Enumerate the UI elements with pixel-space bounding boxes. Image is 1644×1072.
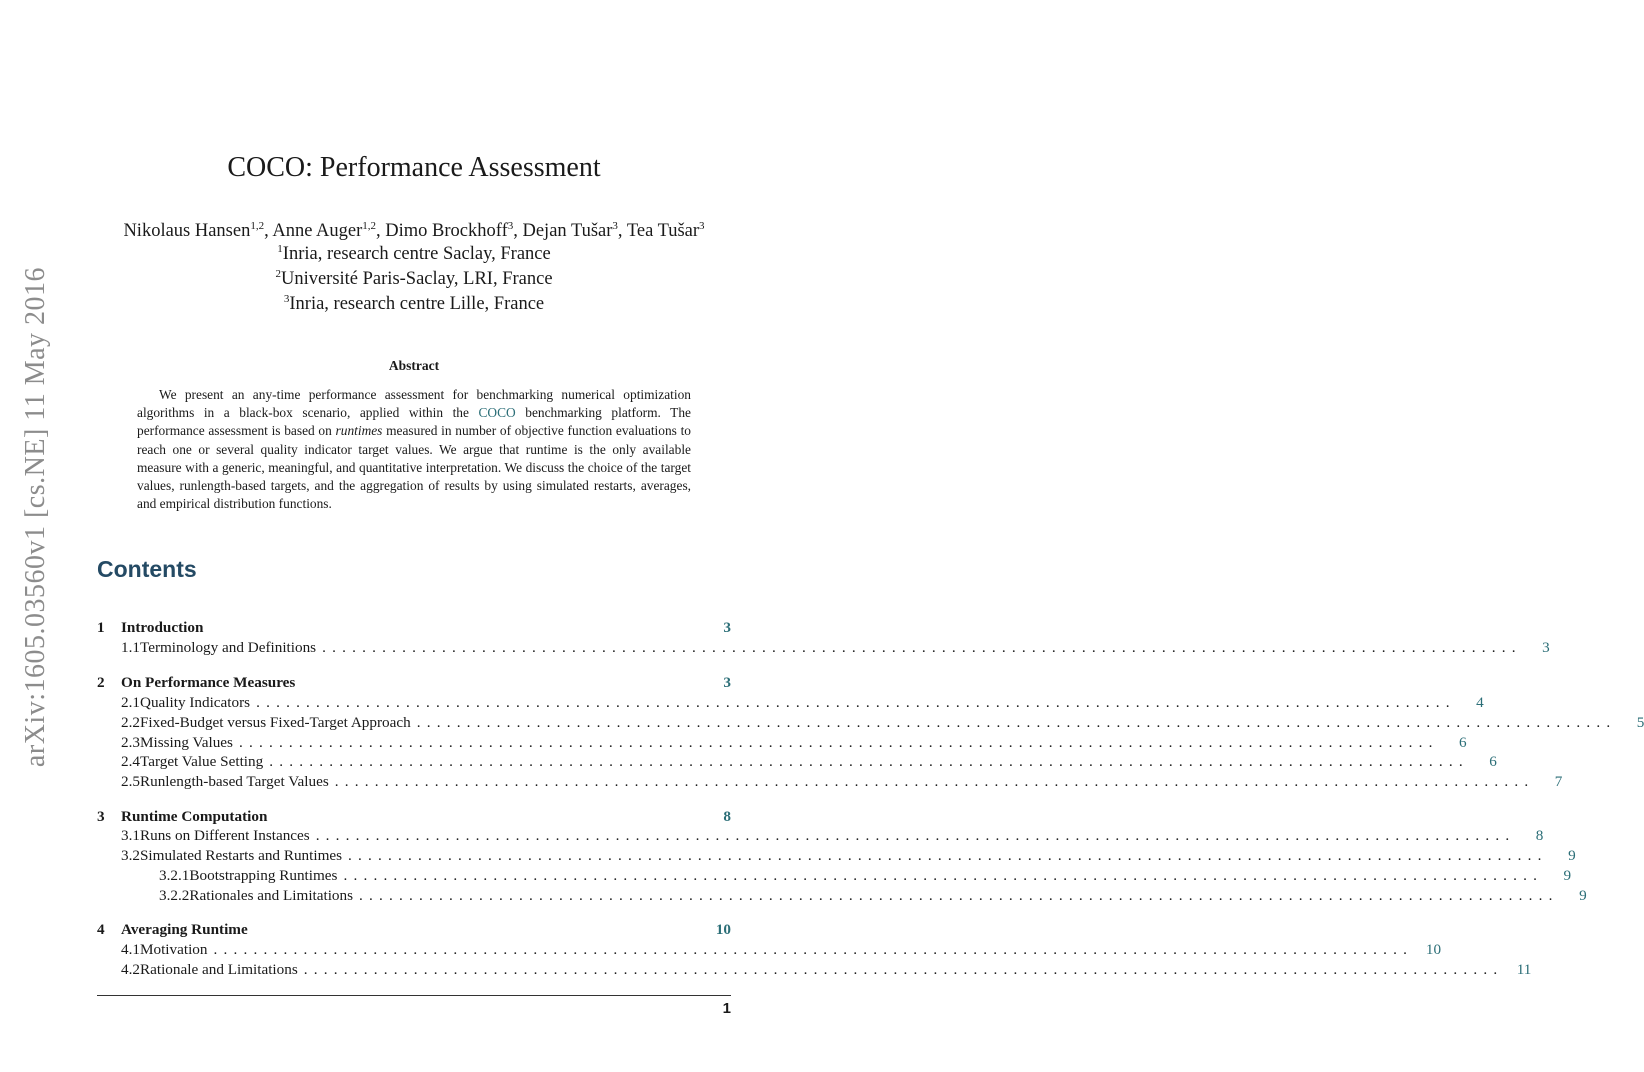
toc-page-link[interactable]: 3 bbox=[723, 674, 731, 691]
toc-title[interactable]: Introduction bbox=[121, 619, 204, 636]
toc-subsection[interactable] bbox=[97, 826, 1544, 846]
abstract-text: We present an any-time performance assessment for benchmarking numerical optimization algorithms in a black-box scenario, applied within the bbox=[137, 387, 691, 421]
toc-section[interactable] bbox=[97, 920, 731, 940]
footer-rule bbox=[97, 995, 731, 996]
toc-leader-dots: ........................................................................................................................ bbox=[334, 773, 1535, 790]
toc-leader-dots: ........................................................................................................................ bbox=[359, 887, 1559, 904]
author-name: Dimo Brockhoff bbox=[385, 221, 508, 241]
toc-leader-dots: ........................................................................................................................ bbox=[315, 827, 1516, 844]
toc-page-link[interactable]: 6 bbox=[1489, 753, 1497, 770]
toc-page-link[interactable]: 10 bbox=[1425, 941, 1442, 958]
toc-number: 3.2 bbox=[121, 847, 140, 864]
abstract-text: benchmarking platform. The performance assessment is based on bbox=[137, 405, 691, 439]
toc-page-link[interactable]: 5 bbox=[1636, 714, 1644, 731]
toc-number: 2.4 bbox=[121, 753, 140, 770]
toc-title[interactable]: Averaging Runtime bbox=[121, 921, 248, 938]
toc-section[interactable] bbox=[97, 618, 731, 638]
author-name: Nikolaus Hansen bbox=[123, 221, 251, 241]
toc-leader-dots: ........................................................................................................................ bbox=[303, 961, 1504, 978]
toc-leader-dots: ........................................................................................................................ bbox=[238, 734, 1439, 751]
toc-section[interactable] bbox=[97, 673, 731, 693]
toc-number: 2.5 bbox=[121, 773, 140, 790]
toc-section[interactable] bbox=[97, 807, 731, 827]
toc-subsection[interactable] bbox=[97, 638, 1550, 658]
toc-title[interactable]: On Performance Measures bbox=[121, 674, 296, 691]
author-separator: , bbox=[264, 221, 273, 241]
author-name: Anne Auger bbox=[272, 221, 363, 241]
toc-number: 3.1 bbox=[121, 827, 140, 844]
contents-heading: Contents bbox=[97, 556, 197, 582]
toc-number: 4.1 bbox=[121, 941, 140, 958]
affiliation-marker: 3 bbox=[283, 293, 290, 305]
toc-page-link[interactable]: 11 bbox=[1516, 961, 1532, 978]
toc-title[interactable]: Fixed-Budget versus Fixed-Target Approach bbox=[139, 714, 411, 731]
author-affiliation-marker: 1,2 bbox=[250, 220, 265, 232]
abstract-emphasis: runtimes bbox=[335, 423, 383, 439]
toc-subsection[interactable] bbox=[97, 772, 1563, 792]
toc-page-link[interactable]: 7 bbox=[1554, 773, 1563, 790]
toc-title[interactable]: Terminology and Definitions bbox=[139, 639, 317, 656]
toc-leader-dots: ........................................................................................................................ bbox=[213, 941, 1414, 958]
toc-title[interactable]: Bootstrapping Runtimes bbox=[189, 867, 338, 884]
author-affiliation-marker: 3 bbox=[699, 220, 705, 232]
page-number: 1 bbox=[722, 1000, 731, 1017]
toc-subsection[interactable] bbox=[97, 886, 1587, 906]
toc-page-link[interactable]: 9 bbox=[1563, 867, 1572, 884]
author-affiliation-marker: 1,2 bbox=[362, 220, 377, 232]
toc-title[interactable]: Missing Values bbox=[139, 734, 233, 751]
author-separator: , bbox=[513, 221, 523, 241]
author-name: Dejan Tušar bbox=[522, 221, 613, 241]
affiliation-text: Inria, research centre Saclay, France bbox=[282, 244, 551, 264]
author-affiliation-marker: 3 bbox=[507, 220, 514, 232]
toc-number: 4.2 bbox=[121, 961, 140, 978]
toc-number: 1 bbox=[97, 619, 105, 636]
toc-page-link[interactable]: 8 bbox=[1535, 827, 1544, 844]
abstract-body bbox=[137, 386, 691, 513]
toc-title[interactable]: Simulated Restarts and Runtimes bbox=[139, 847, 343, 864]
toc-number: 2 bbox=[97, 674, 105, 691]
toc-page-link[interactable]: 9 bbox=[1568, 847, 1576, 864]
affiliation-2 bbox=[0, 269, 828, 290]
affiliation-text: Inria, research centre Lille, France bbox=[289, 294, 545, 314]
abstract-text: measured in number of objective function evaluations to reach one or several quality indicator target values. We argue that runtime is the only available measure with a generic, meaningful, and quantitative interpretation. We discuss the choice of the target values, runlength-based targets, and the aggregation of results by using simulated restarts, averages, and empirical distribution functions. bbox=[137, 423, 691, 512]
toc-leader-dots: ........................................................................................................................ bbox=[256, 694, 1456, 711]
toc-leader-dots: ........................................................................................................................ bbox=[322, 639, 1522, 656]
toc-subsection[interactable] bbox=[97, 693, 1484, 713]
toc-subsection[interactable] bbox=[97, 713, 1644, 733]
toc-page-link[interactable]: 4 bbox=[1476, 694, 1484, 711]
toc-leader-dots: ........................................................................................................................ bbox=[348, 847, 1548, 864]
affiliation-3 bbox=[0, 294, 828, 315]
toc-subsection[interactable] bbox=[97, 752, 1497, 772]
toc-title[interactable]: Runtime Computation bbox=[121, 808, 268, 825]
paper-title: COCO: Performance Assessment bbox=[227, 152, 601, 183]
toc-leader-dots: ........................................................................................................................ bbox=[416, 714, 1617, 731]
toc-leader-dots: ........................................................................................................................ bbox=[343, 867, 1544, 884]
toc-number: 3.2.2 bbox=[159, 887, 190, 904]
toc-leader-dots: ........................................................................................................................ bbox=[269, 753, 1469, 770]
toc-subsection[interactable] bbox=[97, 866, 1572, 886]
toc-page-link[interactable]: 3 bbox=[723, 619, 731, 636]
toc-number: 3.2.1 bbox=[159, 867, 190, 884]
affiliation-marker: 2 bbox=[275, 268, 281, 280]
toc-title[interactable]: Motivation bbox=[139, 941, 208, 958]
toc-number: 4 bbox=[97, 921, 105, 938]
toc-page-link[interactable]: 8 bbox=[723, 808, 731, 825]
toc-subsection[interactable] bbox=[97, 733, 1467, 753]
toc-number: 2.1 bbox=[121, 694, 140, 711]
toc-number: 2.2 bbox=[121, 714, 140, 731]
toc-number: 2.3 bbox=[121, 734, 140, 751]
toc-title[interactable]: Quality Indicators bbox=[139, 694, 251, 711]
author-separator: , bbox=[376, 221, 386, 241]
affiliation-1 bbox=[0, 244, 828, 265]
toc-page-link[interactable]: 9 bbox=[1579, 887, 1587, 904]
toc-page-link[interactable]: 6 bbox=[1458, 734, 1467, 751]
toc-title[interactable]: Runs on Different Instances bbox=[139, 827, 310, 844]
toc-page-link[interactable]: 10 bbox=[715, 921, 731, 938]
toc-title[interactable]: Rationales and Limitations bbox=[189, 887, 354, 904]
arxiv-stamp: arXiv:1605.03560v1 [cs.NE] 11 May 2016 bbox=[20, 266, 51, 768]
toc-subsection[interactable] bbox=[97, 846, 1576, 866]
toc-title[interactable]: Rationale and Limitations bbox=[139, 961, 298, 978]
author-separator: , bbox=[617, 221, 627, 241]
affiliation-marker: 1 bbox=[277, 243, 283, 255]
author-list bbox=[0, 219, 828, 244]
coco-link[interactable]: COCO bbox=[478, 405, 516, 421]
toc-title[interactable]: Target Value Setting bbox=[139, 753, 264, 770]
toc-subsection[interactable] bbox=[97, 960, 1532, 980]
toc-number: 1.1 bbox=[121, 639, 140, 656]
author-name: Tea Tušar bbox=[626, 221, 700, 241]
author-affiliation-marker: 3 bbox=[612, 220, 618, 232]
toc-page-link[interactable]: 3 bbox=[1542, 639, 1550, 656]
toc-subsection[interactable] bbox=[97, 940, 1442, 960]
affiliation-text: Université Paris-Saclay, LRI, France bbox=[280, 269, 553, 289]
toc-title[interactable]: Runlength-based Target Values bbox=[139, 773, 329, 790]
toc-number: 3 bbox=[97, 808, 105, 825]
abstract-heading: Abstract bbox=[388, 358, 440, 373]
